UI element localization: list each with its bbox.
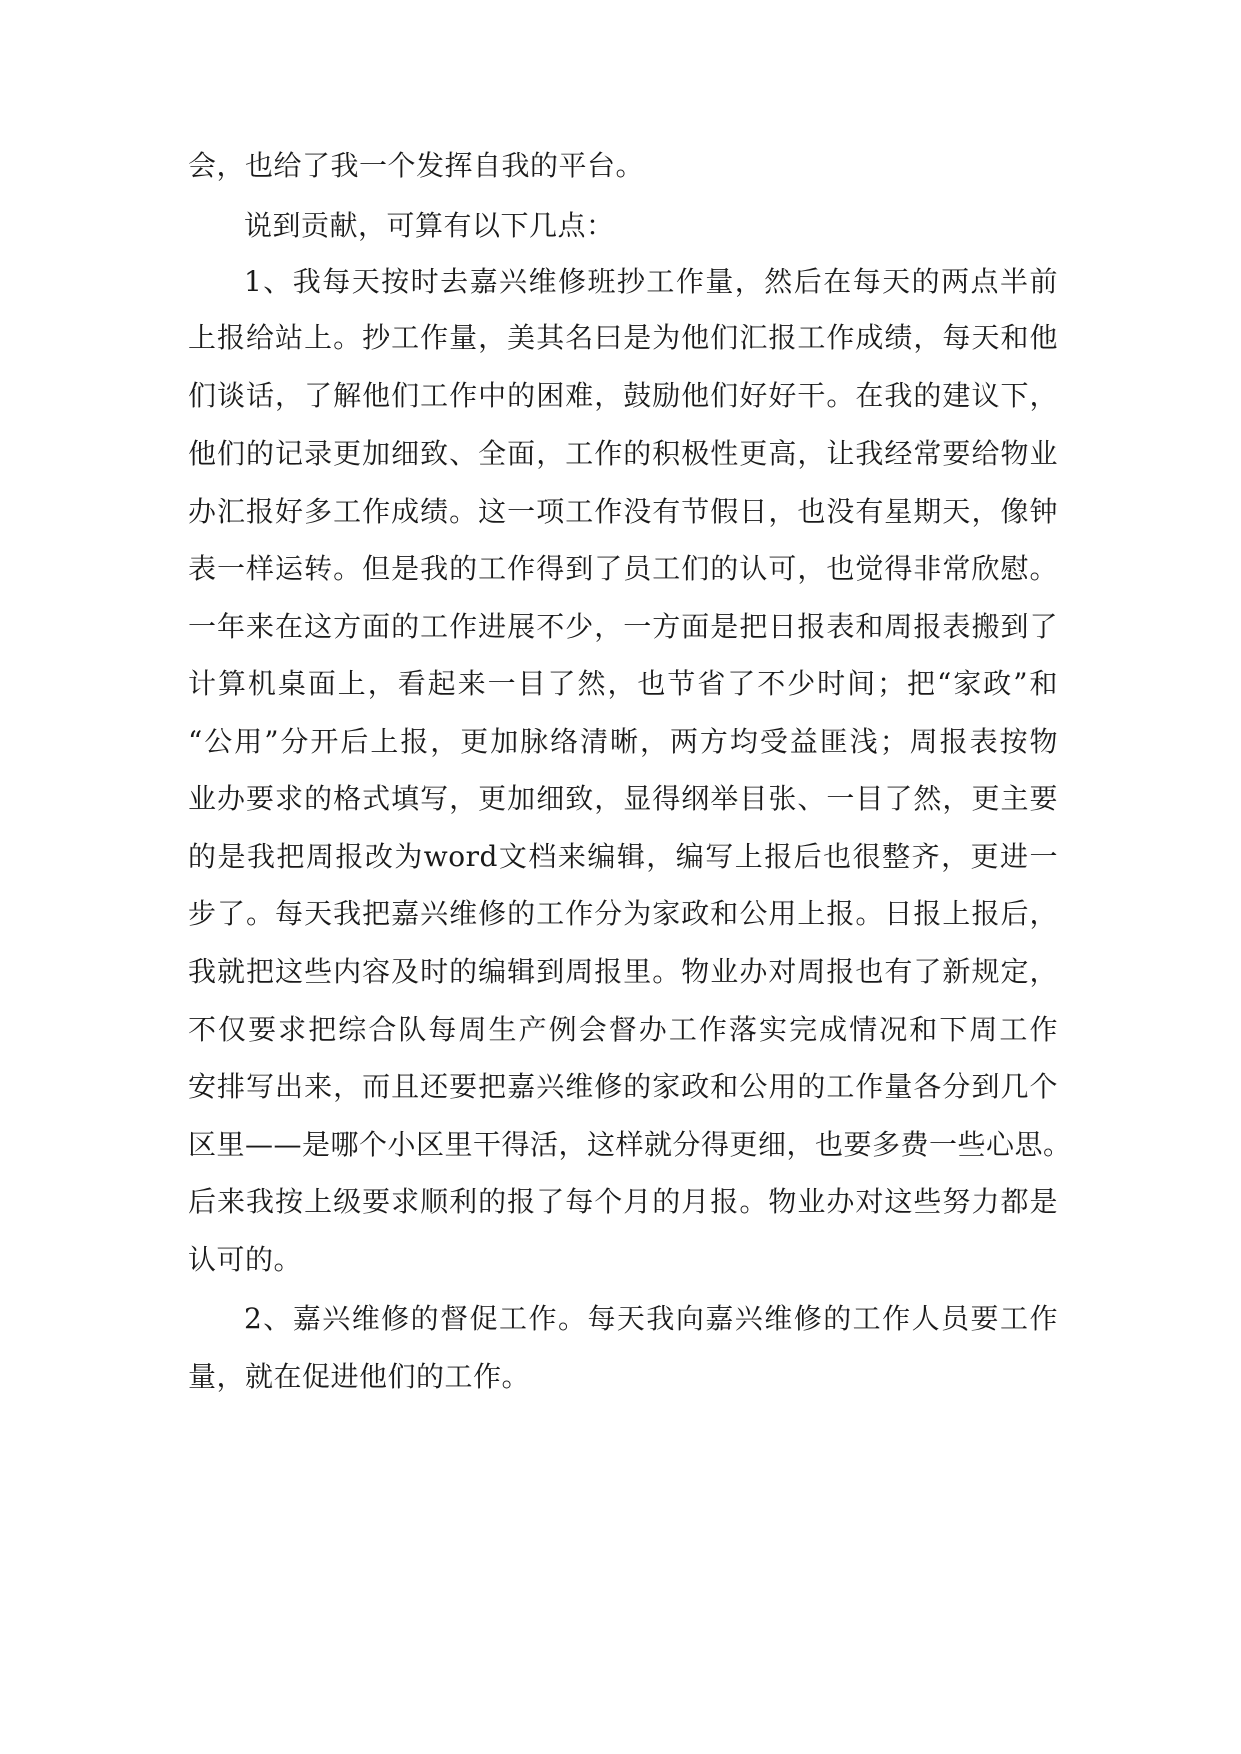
text-line: 会，也给了我一个发挥自我的平台。 bbox=[188, 149, 645, 182]
text-line: “公用”分开后上报，更加脉络清晰，两方均受益匪浅；周报表按物 bbox=[188, 725, 1058, 758]
text-line: 区里——是哪个小区里干得活，这样就分得更细，也要多费一些心思。 bbox=[188, 1128, 1072, 1161]
text-line: 安排写出来，而且还要把嘉兴维修的家政和公用的工作量各分到几个 bbox=[188, 1070, 1058, 1103]
text-line: 办汇报好多工作成绩。这一项工作没有节假日，也没有星期天，像钟 bbox=[188, 495, 1058, 528]
text-line: 一年来在这方面的工作进展不少，一方面是把日报表和周报表搬到了 bbox=[188, 610, 1058, 643]
text-line: 的是我把周报改为word文档来编辑，编写上报后也很整齐，更进一 bbox=[188, 840, 1058, 873]
text-line: 我就把这些内容及时的编辑到周报里。物业办对周报也有了新规定， bbox=[188, 955, 1058, 988]
text-line: 上报给站上。抄工作量，美其名曰是为他们汇报工作成绩，每天和他 bbox=[188, 321, 1058, 354]
text-line: 他们的记录更加细致、全面，工作的积极性更高，让我经常要给物业 bbox=[188, 437, 1058, 470]
text-line: 步了。每天我把嘉兴维修的工作分为家政和公用上报。日报上报后， bbox=[188, 897, 1058, 930]
text-line: 计算机桌面上，看起来一目了然，也节省了不少时间；把“家政”和 bbox=[188, 667, 1058, 700]
text-line: 表一样运转。但是我的工作得到了员工们的认可，也觉得非常欣慰。 bbox=[188, 552, 1058, 585]
text-line: 2、嘉兴维修的督促工作。每天我向嘉兴维修的工作人员要工作 bbox=[244, 1302, 1058, 1335]
text-line: 后来我按上级要求顺利的报了每个月的月报。物业办对这些努力都是 bbox=[188, 1185, 1058, 1218]
text-line: 业办要求的格式填写，更加细致，显得纲举目张、一目了然，更主要 bbox=[188, 782, 1058, 815]
text-line: 1、我每天按时去嘉兴维修班抄工作量，然后在每天的两点半前 bbox=[244, 265, 1058, 298]
text-line: 们谈话，了解他们工作中的困难，鼓励他们好好干。在我的建议下， bbox=[188, 379, 1058, 412]
text-line: 说到贡献，可算有以下几点： bbox=[244, 209, 615, 242]
text-line: 不仅要求把综合队每周生产例会督办工作落实完成情况和下周工作 bbox=[188, 1013, 1058, 1046]
text-line: 认可的。 bbox=[188, 1243, 303, 1276]
text-line: 量，就在促进他们的工作。 bbox=[188, 1360, 531, 1393]
